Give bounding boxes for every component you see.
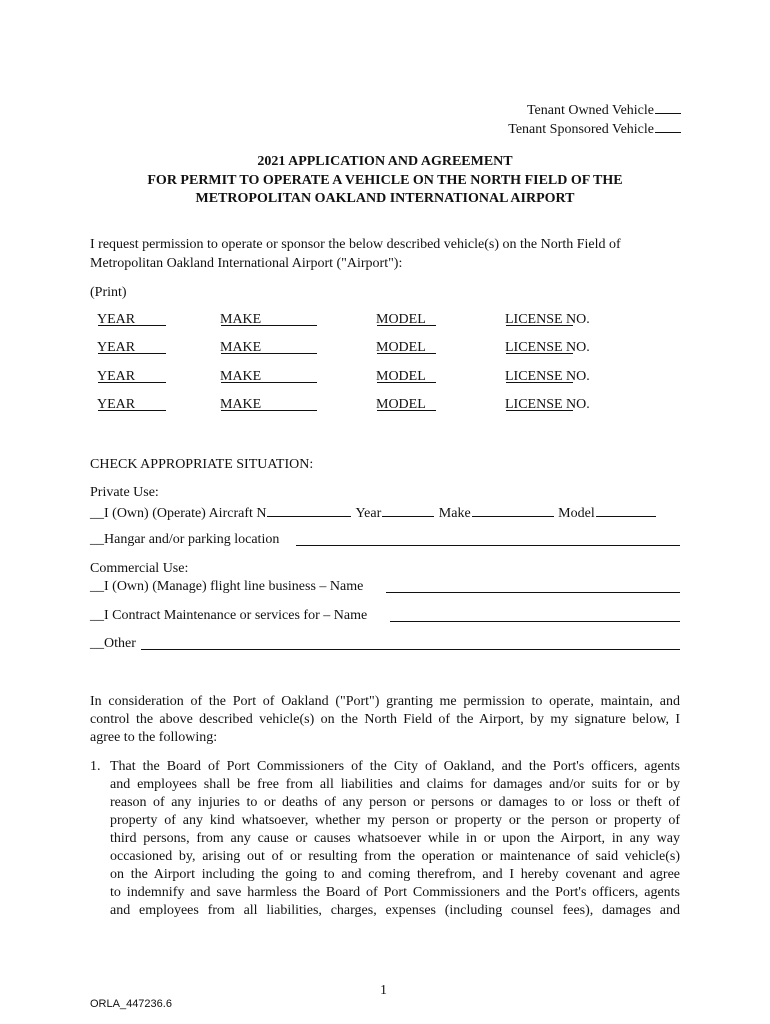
make-label: MAKE	[220, 312, 262, 327]
year-label: YEAR	[97, 397, 136, 412]
model-field[interactable]	[377, 397, 436, 411]
consideration-line-3: agree to the following:	[90, 730, 218, 745]
year-field[interactable]	[98, 369, 166, 383]
item-1-line-8: to indemnify and save harmless the Board of Port Commissioners and the Port's officers, agents	[110, 885, 680, 900]
private-use-label: Private Use:	[90, 485, 159, 500]
hangar-field[interactable]	[296, 545, 680, 546]
aircraft-n-field[interactable]	[267, 503, 351, 517]
license-label: LICENSE NO.	[505, 340, 590, 355]
title-line-3: METROPOLITAN OAKLAND INTERNATIONAL AIRPORT	[195, 191, 575, 206]
aircraft-year-label: Year	[355, 506, 382, 521]
aircraft-model-field[interactable]	[596, 503, 656, 517]
intro-line-1: I request permission to operate or sponsor the below described vehicle(s) on the North Field of	[90, 237, 621, 252]
tenant-owned-label: Tenant Owned Vehicle	[526, 103, 654, 118]
model-field[interactable]	[377, 312, 436, 326]
intro-line-2: Metropolitan Oakland International Airport ("Airport"):	[90, 256, 403, 271]
print-label: (Print)	[90, 285, 127, 300]
aircraft-make-field[interactable]	[472, 503, 554, 517]
make-label: MAKE	[220, 397, 262, 412]
make-label: MAKE	[220, 369, 262, 384]
tenant-sponsored-line	[508, 119, 682, 138]
make-field[interactable]	[221, 397, 317, 411]
aircraft-make-label: Make	[438, 506, 471, 521]
contract-label[interactable]: __I Contract Maintenance or services for – Name	[90, 608, 368, 623]
commercial-use-label: Commercial Use:	[90, 561, 189, 576]
contract-name-field[interactable]	[390, 621, 680, 622]
item-1-line-6: occasioned by, arising out of or resulting from the operation or maintenance of said vehicle(s)	[110, 849, 680, 864]
year-field[interactable]	[98, 397, 166, 411]
license-label: LICENSE NO.	[505, 397, 590, 412]
year-label: YEAR	[97, 340, 136, 355]
year-field[interactable]	[98, 340, 166, 354]
license-field[interactable]	[506, 369, 573, 383]
license-field[interactable]	[506, 340, 573, 354]
tenant-owned-line	[527, 100, 682, 119]
year-field[interactable]	[98, 312, 166, 326]
model-label: MODEL	[376, 340, 426, 355]
make-field[interactable]	[221, 312, 317, 326]
year-label: YEAR	[97, 369, 136, 384]
model-label: MODEL	[376, 397, 426, 412]
page-number: 1	[380, 983, 387, 998]
flight-line-label[interactable]: __I (Own) (Manage) flight line business – Name	[90, 579, 364, 594]
license-label: LICENSE NO.	[505, 369, 590, 384]
item-1-line-1: That the Board of Port Commissioners of the City of Oakland, and the Port's officers, agents	[110, 759, 680, 774]
title-line-1: 2021 APPLICATION AND AGREEMENT	[257, 154, 513, 169]
item-1-line-9: and employees from all liabilities, charges, expenses (including counsel fees), damages and	[110, 903, 680, 918]
aircraft-model-label: Model	[558, 506, 595, 521]
flight-line-name-field[interactable]	[386, 592, 680, 593]
item-1-line-7: on the Airport including the going to and coming therefrom, and I hereby covenant and agree	[110, 867, 680, 882]
other-field[interactable]	[141, 649, 680, 650]
model-field[interactable]	[377, 369, 436, 383]
item-1-line-4: property of any kind whatsoever, whether my person or property or the person or property of	[110, 813, 680, 828]
tenant-sponsored-label: Tenant Sponsored Vehicle	[508, 122, 654, 137]
license-field[interactable]	[506, 312, 573, 326]
consideration-line-2: control the above described vehicle(s) on the North Field of the Airport, by my signature below, I	[90, 712, 680, 727]
hangar-label[interactable]: __Hangar and/or parking location	[90, 532, 280, 547]
model-field[interactable]	[377, 340, 436, 354]
doc-id: ORLA_447236.6	[90, 998, 172, 1010]
own-operate-label[interactable]: __I (Own) (Operate) Aircraft N	[90, 506, 267, 521]
model-label: MODEL	[376, 312, 426, 327]
check-heading: CHECK APPROPRIATE SITUATION:	[90, 457, 314, 472]
license-field[interactable]	[506, 397, 573, 411]
other-label[interactable]: __Other	[90, 636, 136, 651]
aircraft-year-field[interactable]	[382, 503, 434, 517]
item-1-line-3: reason of any injuries to or deaths of any person or persons or damages to or loss or theft of	[110, 795, 680, 810]
year-label: YEAR	[97, 312, 136, 327]
tenant-owned-blank[interactable]	[655, 100, 681, 114]
make-field[interactable]	[221, 369, 317, 383]
consideration-line-1: In consideration of the Port of Oakland ("Port") granting me permission to operate, maintain, and	[90, 694, 680, 709]
own-operate-line	[90, 503, 657, 523]
model-label: MODEL	[376, 369, 426, 384]
tenant-sponsored-blank[interactable]	[655, 119, 681, 133]
make-field[interactable]	[221, 340, 317, 354]
title-line-2: FOR PERMIT TO OPERATE A VEHICLE ON THE NORTH FIELD OF THE	[147, 173, 623, 188]
item-1-line-5: third persons, from any cause or causes whatsoever while in or upon the Airport, in any way	[110, 831, 680, 846]
make-label: MAKE	[220, 340, 262, 355]
license-label: LICENSE NO.	[505, 312, 590, 327]
item-1-number: 1.	[90, 759, 101, 774]
item-1-line-2: and employees shall be free from all liabilities and claims for damages and/or suits for or by	[110, 777, 680, 792]
